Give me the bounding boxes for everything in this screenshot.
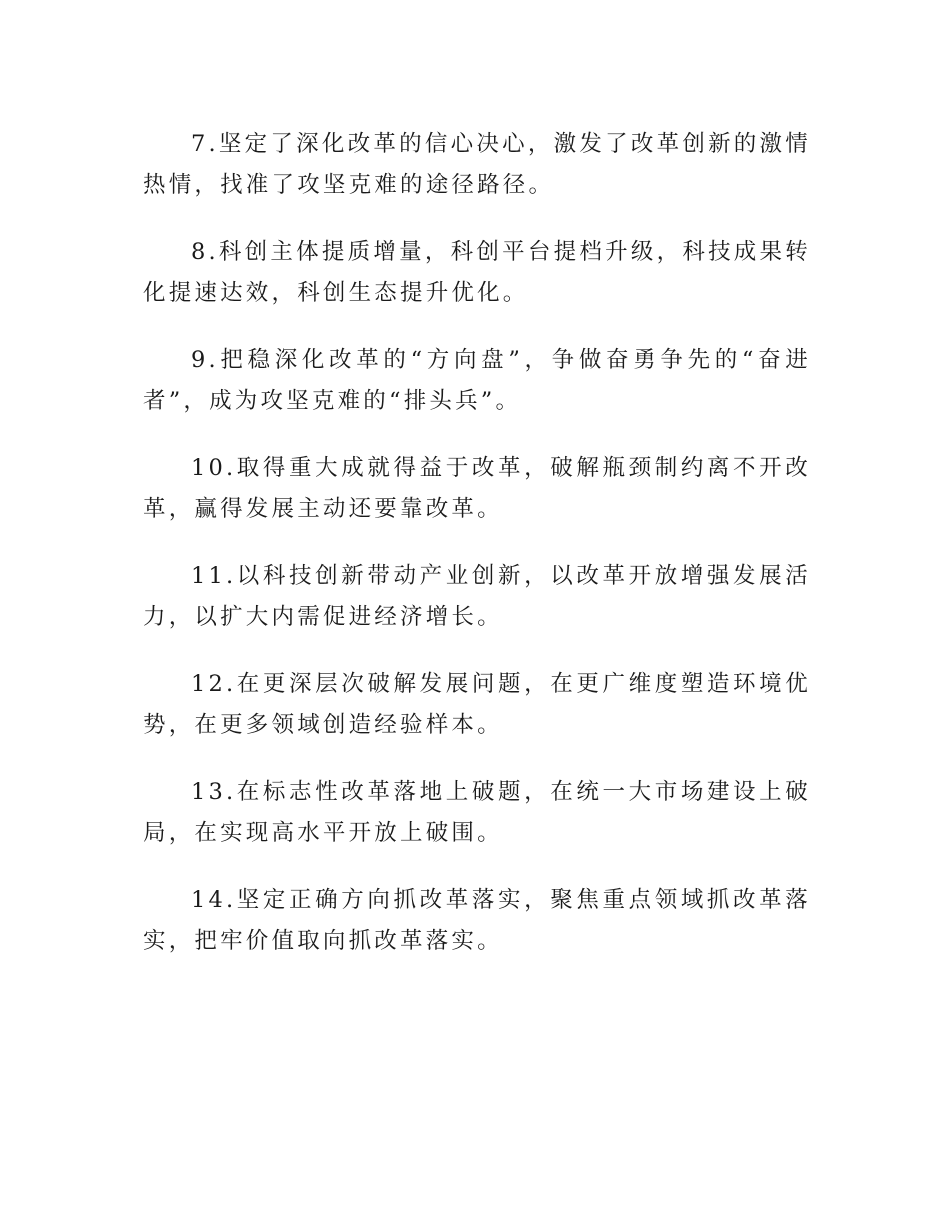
paragraph-12: 12.在更深层次破解发展问题，在更广维度塑造环境优势，在更多领域创造经验样本。: [143, 671, 811, 738]
paragraph-11: 11.以科技创新带动产业创新，以改革开放增强发展活力，以扩大内需促进经济增长。: [143, 563, 811, 630]
paragraph-14: 14.坚定正确方向抓改革落实，聚焦重点领域抓改革落实，把牢价值取向抓改革落实。: [143, 887, 811, 954]
paragraph-10: 10.取得重大成就得益于改革，破解瓶颈制约离不开改革，赢得发展主动还要靠改革。: [143, 455, 811, 522]
paragraph-13: 13.在标志性改革落地上破题，在统一大市场建设上破局，在实现高水平开放上破围。: [143, 779, 811, 846]
paragraph-8: 8.科创主体提质增量，科创平台提档升级，科技成果转化提速达效，科创生态提升优化。: [143, 239, 811, 306]
document-body: [143, 124, 811, 988]
paragraph-7: 7.坚定了深化改革的信心决心，激发了改革创新的激情热情，找准了攻坚克难的途径路径。: [143, 131, 811, 198]
paragraph-9: 9.把稳深化改革的“方向盘”，争做奋勇争先的“奋进者”，成为攻坚克难的“排头兵”。: [143, 347, 811, 414]
